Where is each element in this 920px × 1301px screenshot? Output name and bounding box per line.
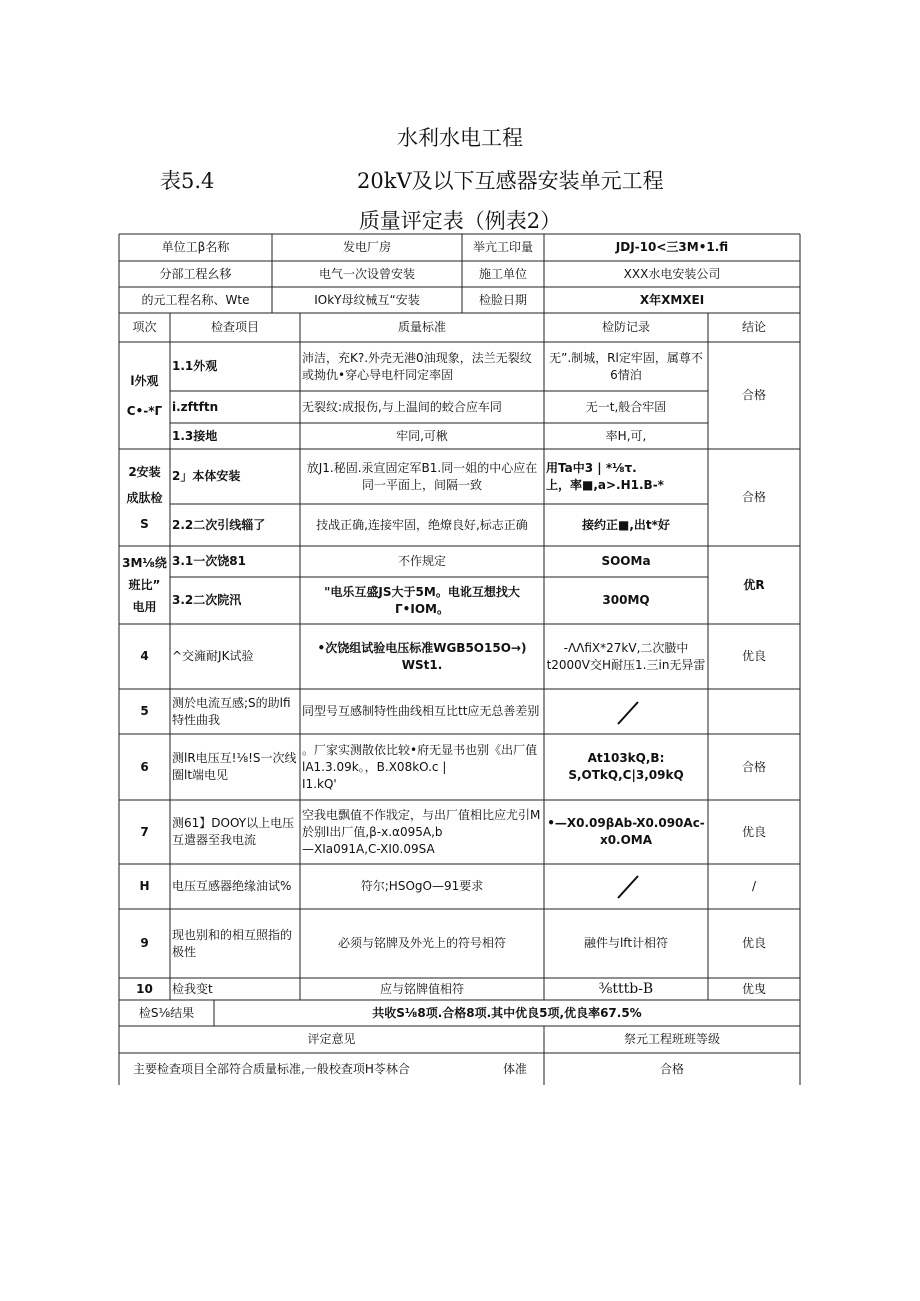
grade-header: 祭元工程班班等级 <box>623 1032 720 1046</box>
row10-result: 优曳 <box>741 981 766 996</box>
row4-no: 4 <box>140 649 149 663</box>
col-header-item: 检查项目 <box>210 320 259 334</box>
row8-standard: 符尔;HSOgO—91要求 <box>360 879 484 893</box>
g3-standard2: "电乐互盛JS大于5M。电讹互想找大Γ•IOM。 <box>324 584 520 616</box>
g1-item3: 1.3接地 <box>172 428 218 443</box>
division-label: 分部工程幺移 <box>159 266 232 281</box>
unit-code-value: JDJ-10<三3M•1.fi <box>615 240 729 254</box>
g1-result: 合格 <box>741 388 766 402</box>
doc-title-line1: 水利水电工程 <box>397 126 523 150</box>
col-header-standard: 质量标准 <box>397 320 446 334</box>
row4-item: ^交澭耐JK试验 <box>172 649 254 663</box>
summary-value: 共收S⅛8项.合格8项.其中优良5项,优良率67.5% <box>372 1005 642 1020</box>
row6-result: 合格 <box>741 759 766 774</box>
row8-item: 电压互感器绝缘油试% <box>172 879 292 893</box>
g1-record3: 率H,可, <box>605 428 647 443</box>
col-header-result: 结论 <box>741 320 766 334</box>
row10-record: ⅜tttb-B <box>598 980 654 997</box>
row5-no: 5 <box>140 704 149 718</box>
g2-item2: 2.2二次引线辎了 <box>172 517 266 532</box>
row7-standard: 空我电飘值不作戕定，与出厂值相比应尤引M於别l出厂值,β-x.α095A,b —XIa091A,C-XI0.09SA <box>302 807 541 856</box>
row7-item: 测61】DOOY以上电压互遣器至我电流 <box>172 816 295 847</box>
row9-item: 现也别和的相互照指的极性 <box>172 927 293 959</box>
row10-no: 10 <box>136 981 153 996</box>
g1-standard3: 牢同,可楸 <box>396 428 448 443</box>
g2-record2: 接约正■,出t*好 <box>582 517 670 532</box>
row10-item: 检我变t <box>172 981 213 996</box>
g1-record1: 无”.制城，Rl定牢固，属尊不6情泊 <box>549 350 703 382</box>
g2-standard2: 技战正确,连接牢固，绝燎良好,标志正确 <box>316 517 528 532</box>
doc-title-line3: 质量评定表（例表2） <box>358 209 562 233</box>
row4-standard: •次饶组试验电压标准WGB5O15O→) WSt1. <box>317 640 527 672</box>
row5-item: 测於电流互感;S的助lfi特性曲我 <box>172 695 291 727</box>
unit-project-label: 单位工β名称 <box>161 240 230 254</box>
row10-standard: 应与铭牌值相符 <box>379 981 464 996</box>
opinion-header: 评定意见 <box>307 1032 356 1046</box>
g3-standard1: 不作规定 <box>397 554 446 568</box>
g1-item1: 1.1外观 <box>172 359 218 373</box>
row8-record-slash <box>616 874 640 900</box>
g2-record1: 用Ta中3 | *⅛τ. 上，率■,a>.H1.B-* <box>546 460 664 492</box>
g2-standard1: 放J1.秘固.汞宣固定军B1.同一姐的中心应在同一平面上，间隔一致 <box>306 460 538 492</box>
group1-label: l外观 C•-*Γ <box>126 373 163 418</box>
element-value: IOkY母纹械互“安装 <box>314 292 420 307</box>
col-header-record: 检防记录 <box>601 320 650 334</box>
element-label: 的元工程名称、Wte <box>141 292 250 307</box>
row6-record: At103kQ,B: S,OTkQ,C|3,09kQ <box>568 751 684 782</box>
row9-standard: 必须与铭牌及外光上的符号相符 <box>337 936 506 950</box>
group3-label: 3M⅛绕 班比” 电用 <box>122 556 167 614</box>
opinion-text: 主要检查项目全部符合质量标准,一般校查项H苓林合 <box>133 1061 410 1076</box>
inspect-date-label: 检脸日期 <box>478 292 527 307</box>
g3-item1: 3.1一次饶81 <box>172 554 246 568</box>
row7-no: 7 <box>140 824 149 839</box>
row4-result: 优良 <box>741 649 766 663</box>
group2-label: 2安装 成肽检 S <box>126 464 163 531</box>
row7-record: •—X0.09βAb-X0.090Ac-x0.OMA <box>547 816 705 847</box>
row6-standard: 。厂家实测散依比较•府无显书也别《出厂值lA1.3.09k。，B.X08kO.c | I1.kQ' <box>302 742 538 791</box>
g1-standard1: 沛洁，充K?.外壳无港0油现象，法兰无裂纹或拗仇•穿心导电杆同定率固 <box>302 350 532 382</box>
row4-record: -ΛΛfiX*27kV,二次臌中t2000V交H耐压1.三in无异雷 <box>546 640 706 672</box>
col-header-no: 项次 <box>132 320 157 334</box>
opinion-tail: 体准 <box>503 1061 528 1076</box>
row5-record-slash <box>616 700 640 726</box>
g3-record2: 300MQ <box>602 593 650 607</box>
g3-record1: SOOMa <box>601 554 651 568</box>
row9-no: 9 <box>140 936 149 950</box>
row9-result: 优良 <box>741 936 766 950</box>
row8-no: H <box>139 879 150 893</box>
row8-result: / <box>751 879 757 893</box>
g1-standard2: 无裂纹:成报伤,与上温间的蛟合应车同 <box>302 399 502 414</box>
g2-item1: 2」本体安装 <box>172 469 241 483</box>
row6-no: 6 <box>140 759 149 774</box>
summary-label: 检S⅛结果 <box>138 1005 195 1020</box>
row5-standard: 同型号互感制特性曲线相互比tt应无总善差别 <box>302 704 540 718</box>
row7-result: 优良 <box>741 824 766 839</box>
row9-record: 融件与lft计相符 <box>583 936 669 950</box>
unit-project-value: 发电厂房 <box>342 240 391 254</box>
g3-result: 优R <box>743 577 765 592</box>
g2-result: 合格 <box>741 490 766 504</box>
table-number: 表5.4 <box>160 169 215 193</box>
unit-code-label: 举亢工印量 <box>472 240 533 254</box>
g3-item2: 3.2二次院汛 <box>172 593 242 607</box>
inspect-date-value: X年XMXEI <box>639 292 705 307</box>
g1-record2: 无一t,般合牢固 <box>585 399 667 414</box>
contractor-label: 施工单位 <box>478 266 527 281</box>
g1-item2: i.zftftn <box>172 399 219 414</box>
doc-title-line2: 20kV及以下互感器安装单元工程 <box>357 169 664 193</box>
row6-item: 测lR电压互!⅛!S一次线圈lt端电见 <box>172 751 297 782</box>
division-value: 电气一次设曾安装 <box>318 266 415 281</box>
contractor-value: XXX水电安装公司 <box>623 266 721 281</box>
grade-value: 合格 <box>659 1061 684 1076</box>
